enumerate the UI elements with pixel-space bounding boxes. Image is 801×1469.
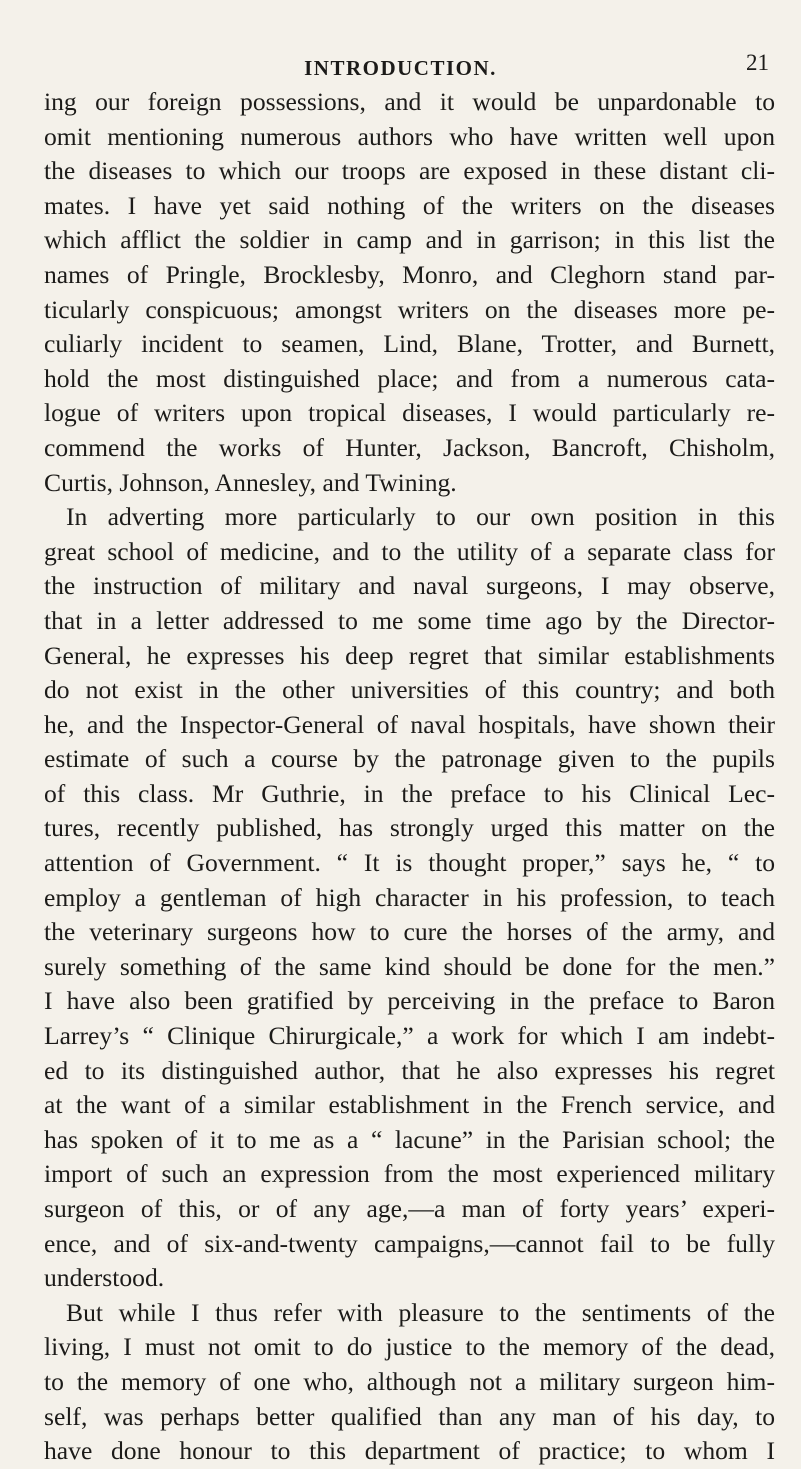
text-line: I have also been gratified by perceiving in the preface to Baron <box>44 986 775 1016</box>
text-line: living, I must not omit to do justice to the memory of the dead, <box>44 1332 775 1362</box>
text-line: the diseases to which our troops are exposed in these distant cli- <box>44 156 775 186</box>
text-line: great school of medicine, and to the utility of a separate class for <box>44 536 775 566</box>
text-line: omit mentioning numerous authors who have written well upon <box>44 121 775 151</box>
text-line: ence, and of six-and-twenty campaigns,—cannot fail to be fully <box>44 1228 775 1258</box>
text-line: culiarly incident to seamen, Lind, Blane, Trotter, and Burnett, <box>44 329 775 359</box>
page-header <box>0 50 801 90</box>
text-line: of this class. Mr Guthrie, in the preface to his Clinical Lec- <box>44 778 775 808</box>
text-line: do not exist in the other universities of this country; and both <box>44 675 775 705</box>
text-line: to the memory of one who, although not a military surgeon him- <box>44 1366 775 1396</box>
text-line: ed to its distinguished author, that he also expresses his regret <box>44 1055 775 1085</box>
body-text <box>44 85 775 1469</box>
text-line: But while I thus refer with pleasure to the sentiments of the <box>66 1297 775 1327</box>
text-line: the instruction of military and naval surgeons, I may observe, <box>44 571 775 601</box>
text-line: understood. <box>44 1263 165 1293</box>
text-line: Curtis, Johnson, Annesley, and Twining. <box>44 467 457 497</box>
text-line: surgeon of this, or of any age,—a man of forty years’ experi- <box>44 1194 775 1223</box>
text-line: Larrey’s “ Clinique Chirurgicale,” a work for which I am indebt- <box>44 1021 775 1051</box>
running-title: INTRODUCTION. <box>304 56 497 80</box>
text-line: that in a letter addressed to me some time ago by the Director- <box>44 605 775 635</box>
text-line: attention of Government. “ It is thought proper,” says he, “ to <box>44 848 775 878</box>
text-line: General, he expresses his deep regret that similar establishments <box>44 640 775 670</box>
page-number: 21 <box>746 50 769 75</box>
text-line: surely something of the same kind should be done for the men.” <box>44 951 775 981</box>
text-line: which afflict the soldier in camp and in garrison; in this list the <box>44 225 775 255</box>
text-line: employ a gentleman of high character in his profession, to teach <box>44 882 775 912</box>
text-line: names of Pringle, Brocklesby, Monro, and Cleghorn stand par- <box>44 259 775 289</box>
text-line: In adverting more particularly to our own position in this <box>66 502 775 532</box>
text-line: estimate of such a course by the patronage given to the pupils <box>44 744 775 774</box>
text-line: hold the most distinguished place; and from a numerous cata- <box>44 363 775 393</box>
text-line: ing our foreign possessions, and it would be unpardonable to <box>44 87 775 116</box>
text-line: mates. I have yet said nothing of the writers on the diseases <box>44 190 775 220</box>
text-line: the veterinary surgeons how to cure the horses of the army, and <box>44 917 775 947</box>
text-line: self, was perhaps better qualified than any man of his day, to <box>44 1401 775 1431</box>
text-line: has spoken of it to me as a “ lacune” in the Parisian school; the <box>44 1124 775 1154</box>
text-line: at the want of a similar establishment in the French service, and <box>44 1090 775 1120</box>
text-line: logue of writers upon tropical diseases, I would particularly re- <box>44 398 775 428</box>
text-line: import of such an expression from the most experienced military <box>44 1159 775 1189</box>
text-line: tures, recently published, has strongly urged this matter on the <box>44 813 775 843</box>
text-line: have done honour to this department of practice; to whom I <box>44 1436 775 1466</box>
text-line: commend the works of Hunter, Jackson, Bancroft, Chisholm, <box>44 432 775 462</box>
text-line: he, and the Inspector-General of naval hospitals, have shown their <box>44 709 775 739</box>
text-line: ticularly conspicuous; amongst writers on the diseases more pe- <box>44 294 775 324</box>
